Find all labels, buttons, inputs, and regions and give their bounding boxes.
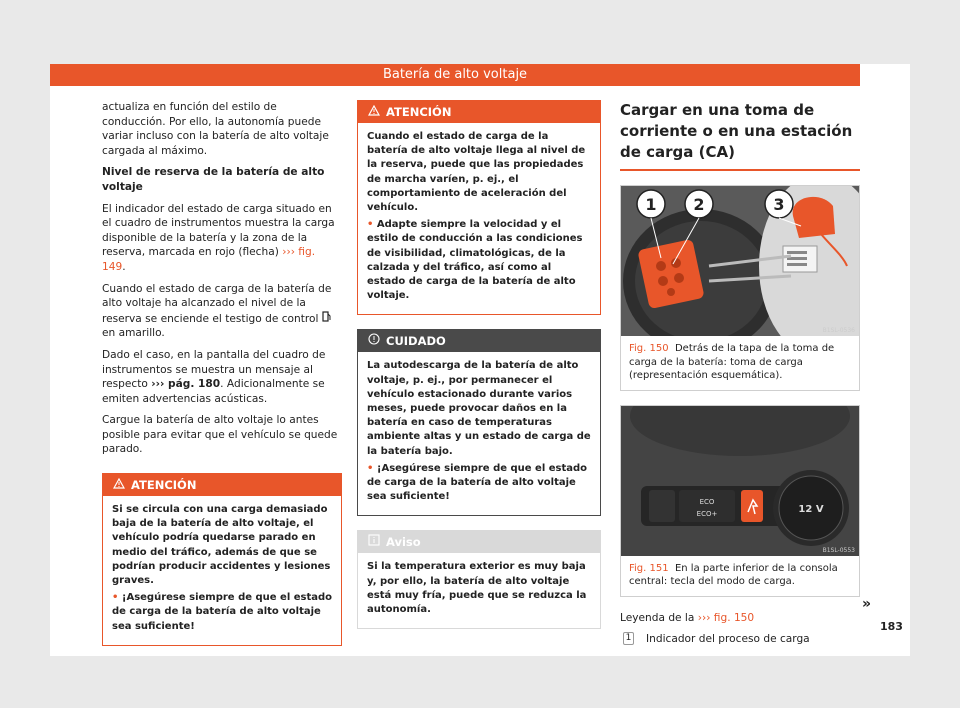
paragraph: Cuando el estado de carga de la batería de alto voltaje ha alcanzado el nivel de la reserva se enciende el testigo de control en amarillo. <box>102 282 332 340</box>
eco-label: ECO <box>699 497 715 506</box>
figure-caption: Fig. 150 Detrás de la tapa de la toma de carga de la batería: toma de carga (representación esquemática). <box>629 343 835 381</box>
warning-icon <box>368 101 380 123</box>
warning-box: ATENCIÓN Cuando el estado de carga de la batería de alto voltaje llega al nivel de la reserva, puede que las propiedades de marcha varíen, p. ej., el comportamiento de aceleración del vehículo. • Adapte siempre la velocidad y el estilo de conducción a las condiciones de visibilidad, climatológicas, de la calzada y del tráfico, así como al estado de carga de la batería de alto voltaje. <box>357 100 601 315</box>
eco-plus-label: ECO+ <box>696 509 718 518</box>
legend-text: Indicador del proceso de carga <box>646 633 810 646</box>
section-title: Cargar en una toma de corriente o en una estación de carga (CA) <box>620 100 860 171</box>
fig-150-link[interactable]: ››› fig. 150 <box>697 611 755 624</box>
page-header: Batería de alto voltaje <box>50 64 860 86</box>
fig-150-label: 3 <box>773 195 785 214</box>
warning-box: ATENCIÓN Si se circula con una carga demasiado baja de la batería de alto voltaje, el vehículo podría quedarse parado en medio del tráfico, además de que se podrían producir accidentes y lesiones graves. • ¡Asegúrese siempre de que el estado de carga de la batería de alto voltaje sea suficiente! <box>102 473 342 646</box>
legend-heading: Leyenda de la ››› fig. 150 <box>620 611 755 624</box>
next-page-arrow[interactable]: » <box>862 596 872 612</box>
charging-socket-image <box>621 186 859 336</box>
note-box: Aviso Si la temperatura exterior es muy baja y, por ello, la batería de alto voltaje está muy fría, puede que se reduzca la autonomía. <box>357 530 601 629</box>
paragraph: Cargue la batería de alto voltaje lo antes posible para evitar que el vehículo se quede parado. <box>102 414 338 456</box>
socket-12v-label: 12 V <box>798 503 824 515</box>
figure-caption: Fig. 151 En la parte inferior de la consola central: tecla del modo de carga. <box>629 562 838 587</box>
page-number: 183 <box>880 620 903 633</box>
console-button-image <box>621 406 859 556</box>
paragraph: Dado el caso, en la pantalla del cuadro de instrumentos se muestra un mensaje al respecto ››› pág. 180. Adicionalmente se emiten advertencias acústicas. <box>102 348 326 405</box>
note-icon <box>368 531 380 553</box>
fuel-warning-icon <box>322 313 331 325</box>
figure-code: B1SL-0536 <box>822 327 855 334</box>
figure-151 <box>620 405 860 597</box>
legend-number: 1 <box>623 632 634 645</box>
legend-item <box>620 632 860 647</box>
fig-150-label: 2 <box>693 195 705 214</box>
figure-code: B1SL-0553 <box>822 546 855 554</box>
figure-150 <box>620 185 860 391</box>
warning-icon <box>113 474 125 496</box>
paragraph: El indicador del estado de carga situado en el cuadro de instrumentos muestra la carga disponible de la batería y la zona de la reserva, marcada en rojo (flecha) ››› fig. 149. <box>102 202 335 273</box>
column-2 <box>357 100 601 643</box>
column-1 <box>102 100 342 660</box>
paragraph: actualiza en función del estilo de conducción. Por ello, la autonomía puede variar incluso con la batería de alto voltaje cargada al máximo. <box>102 101 329 157</box>
subheading: Nivel de reserva de la batería de alto voltaje <box>102 166 325 193</box>
fig-149-link[interactable]: ››› fig. 149 <box>102 246 316 273</box>
page-180-link[interactable]: ››› pág. 180 <box>151 378 221 391</box>
fig-150-label: 1 <box>645 195 657 214</box>
caution-icon <box>368 330 380 352</box>
caution-box: CUIDADO La autodescarga de la batería de alto voltaje, p. ej., por permanecer el vehículo estacionado durante varios meses, puede provocar daños en la batería en caso de temperaturas ambiente altas y un estado de carga de la batería bajo. • ¡Asegúrese siempre de que el estado de carga de la batería de alto voltaje sea suficiente! <box>357 329 601 516</box>
column-3 <box>620 100 860 647</box>
